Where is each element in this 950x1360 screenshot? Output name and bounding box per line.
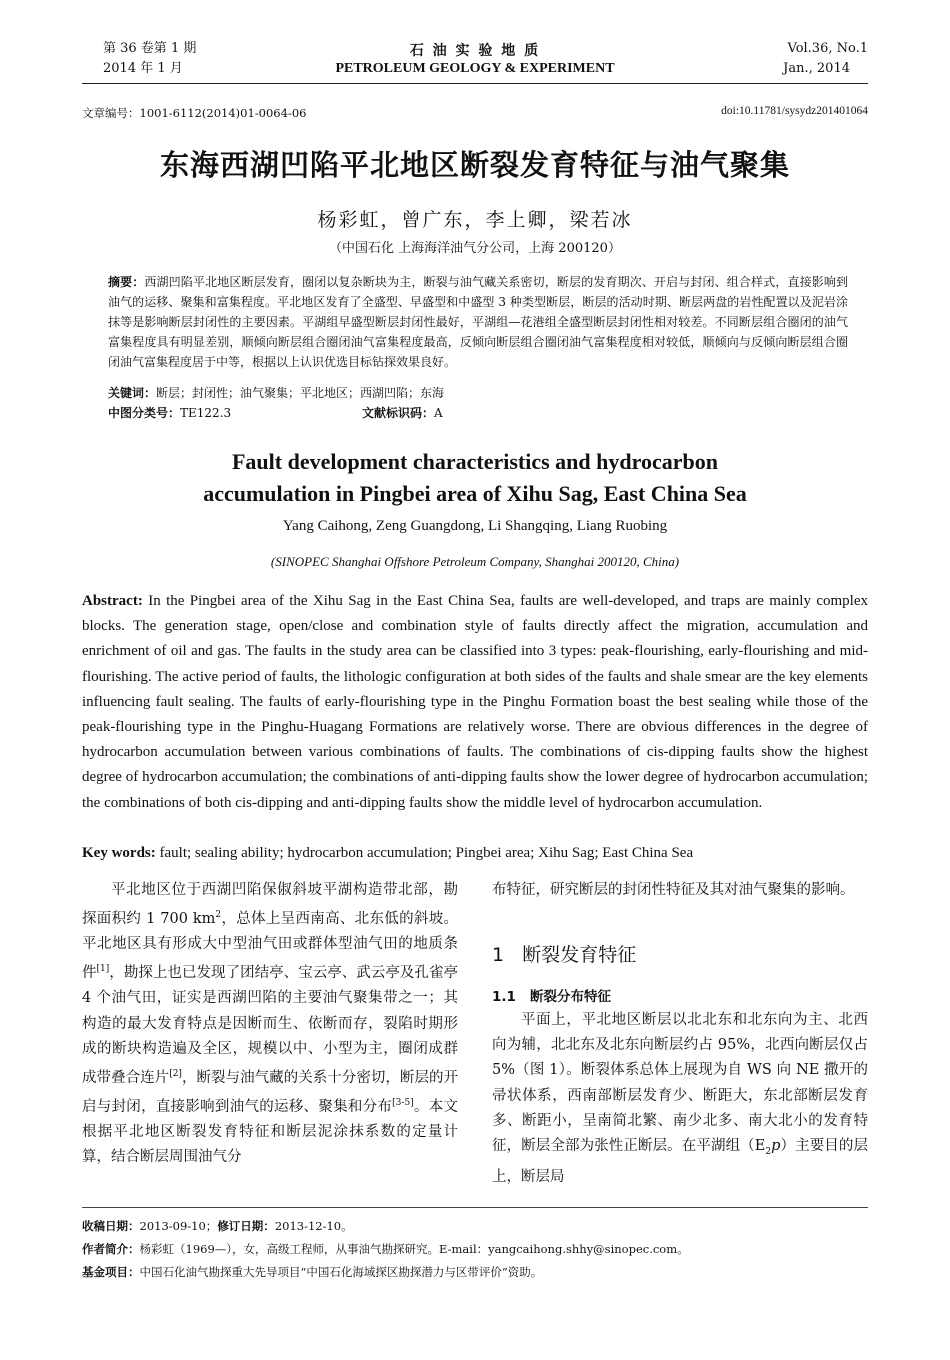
body-right-continuation: 布特征，研究断层的封闭性特征及其对油气聚集的影响。 xyxy=(492,882,855,898)
body-text: ，断裂与油气藏的关系十分密切，断层的开启与封闭，直接影响到油气的运移、聚集和分布 xyxy=(82,1069,459,1115)
body-right-paragraph xyxy=(492,1008,868,1190)
subsection-number: 1.1 xyxy=(492,989,516,1005)
doc-code-label: 文献标识码： xyxy=(362,406,435,420)
header-rule xyxy=(82,83,868,84)
footnote-text: 2013-09-10； xyxy=(139,1219,218,1233)
title-en-line2: accumulation in Pingbei area of Xihu Sag, East China Sea xyxy=(203,481,747,506)
title-en-line1: Fault development characteristics and hydrocarbon xyxy=(231,449,718,474)
body-text: ，总体上呈西南高、北东低的斜坡。平北地区具有形成大中型油气田或群体型油气田的地质条件 xyxy=(82,911,459,982)
doc-code-value: A xyxy=(434,406,443,420)
doi[interactable]: doi:10.11781/sysydz201401064 xyxy=(721,105,868,117)
abstract-cn xyxy=(108,272,848,372)
subscript: 2 xyxy=(765,1146,772,1157)
footnote-text: 2013-12-10。 xyxy=(274,1219,353,1233)
volume-en: Vol.36, No.1 xyxy=(787,41,868,56)
clc-value: TE122.3 xyxy=(180,406,232,420)
affiliation-cn: （中国石化 上海海洋油气分公司，上海 200120） xyxy=(329,241,621,256)
clc-label: 中图分类号： xyxy=(108,406,181,420)
volume-cn: 第 36 卷第 1 期 xyxy=(103,41,197,56)
affiliation-en: (SINOPEC Shanghai Offshore Petroleum Company, Shanghai 200120, China) xyxy=(270,554,680,569)
authors-en: Yang Caihong, Zeng Guangdong, Li Shangqing, Liang Ruobing xyxy=(282,518,668,534)
footnote-rule xyxy=(82,1207,868,1208)
authors-cn: 杨彩虹，曾广东，李上卿，梁若冰 xyxy=(317,209,633,231)
body-text: 。本文根据平北地区断裂发育特征和断层泥涂抹系数的定量计算，结合断层周围油气分 xyxy=(82,1098,458,1166)
footnote-text: 杨彩虹（1969—），女，高级工程师，从事油气勘探研究。E-mail：yangcaihong.shhy@sinopec.com。 xyxy=(139,1242,689,1256)
footnote-fund xyxy=(82,1262,868,1283)
footnote-author xyxy=(82,1239,868,1260)
date-cn: 2014 年 1 月 xyxy=(103,61,183,76)
abstract-en xyxy=(82,589,868,816)
footnote-label: 基金项目： xyxy=(82,1265,140,1279)
citation[interactable]: [1] xyxy=(96,964,110,975)
citation[interactable]: [3-5] xyxy=(392,1098,414,1109)
abstract-en-text: In the Pingbei area of the Xihu Sag in the East China Sea, faults are well-developed, and traps are mainly complex blocks. The generation stage, open/close and combination style of faults directly affect the migration, accumulation and enrichment of oil and gas. The faults in the study area can be classified into 3 types: peak-flourishing, early-flourishing and mid-flourishing. The active period of faults, the lithologic configuration at both sides of the faults and shale smear are the key elements influencing fault sealing. The faults of early-flourishing type in the Pinghu Formation boast the best sealing while those of the peak-flourishing type in the Pinghu-Huagang Formations are relatively worse. There are obvious differences in the degree of hydrocarbon accumulation between various combinations of faults. The combinations of cis-dipping faults show the highest degree of hydrocarbon accumulation; the combinations of anti-dipping faults show the lower degree of hydrocarbon accumulation; the combinations of both cis-dipping and anti-dipping faults show the middle level of hydrocarbon accumulation. xyxy=(82,593,868,811)
journal-title-en: PETROLEUM GEOLOGY & EXPERIMENT xyxy=(335,61,615,76)
variable: p xyxy=(771,1138,781,1155)
title-cn: 东海西湖凹陷平北地区断裂发育特征与油气聚集 xyxy=(159,148,790,182)
superscript: 2 xyxy=(215,910,222,921)
keywords-cn-label: 关键词： xyxy=(108,386,157,400)
body-text: 平面上，平北地区断层以北北东和北东向为主、北西向为辅，北北东及北东向断层约占 95%，北西向断层仅占 5%（图 1）。断裂体系总体上展现为自 WS 向 NE 撒开的帚状体系，西南部断层发育少、断距大，东北部断层发育多、断距小，呈南简北繁、南少北多、南大北小的发育特征，断层全部为张性正断层。在平湖组（E xyxy=(492,1012,868,1155)
section-number: 1 xyxy=(492,944,505,966)
footnote-dates xyxy=(82,1216,868,1237)
footnote-text: 中国石化油气勘探重大先导项目“中国石化海域探区勘探潜力与区带评价”资助。 xyxy=(139,1265,543,1279)
section-1-heading xyxy=(492,940,636,967)
doc-code xyxy=(362,403,443,423)
body-left-paragraph xyxy=(82,878,458,1171)
keywords-cn xyxy=(108,383,848,403)
citation[interactable]: [2] xyxy=(169,1069,182,1080)
footnote-label: 作者简介： xyxy=(82,1242,140,1256)
abstract-cn-label: 摘要： xyxy=(108,275,145,289)
body-text: ，勘探上也已发现了团结亭、宝云亭、武云亭及孔雀亭 4 个油气田，证实是西湖凹陷的主要油气聚集带之一；其构造的最大发育特点是因断而生、依断而存，裂陷时期形成的断块构造遍及全区，规模以中、小型为主，圈闭成群成带叠合连片 xyxy=(82,965,458,1086)
footnote-label: 收稿日期： xyxy=(82,1219,140,1233)
article-number: 文章编号：1001-6112(2014)01-0064-06 xyxy=(82,106,307,120)
section-1-1-heading xyxy=(492,985,611,1005)
subsection-title: 断裂分布特征 xyxy=(530,989,612,1005)
date-en: Jan., 2014 xyxy=(783,61,850,76)
clc xyxy=(108,403,231,423)
abstract-en-label: Abstract: xyxy=(82,593,143,609)
abstract-cn-text: 西湖凹陷平北地区断层发育，圈闭以复杂断块为主，断裂与油气藏关系密切，断层的发育期次、开启与封闭、组合样式，直接影响到油气的运移、聚集和富集程度。平北地区发育了全盛型、早盛型和中盛型 3 种类型断层，断层的活动时期、断层两盘的岩性配置以及泥岩涂抹等是影响断层封闭性的主要因素。平湖组早盛型断层封闭性最好，平湖组—花港组全盛型断层封闭性相对较差。不同断层组合圈闭的油气富集程度具有明显差别，顺倾向断层组合圈闭油气富集程度最高，反倾向断层组合圈闭油气富集程度相对较低，顺倾向与反倾向断层组合圈闭油气富集程度居于中等，根据以上认识优选目标钻探效果良好。 xyxy=(108,275,848,369)
keywords-cn-text: 断层；封闭性；油气聚集；平北地区；西湖凹陷；东海 xyxy=(156,386,445,400)
footnote-label: 修订日期： xyxy=(217,1219,275,1233)
keywords-en-label: Key words: xyxy=(82,845,156,861)
section-title: 断裂发育特征 xyxy=(522,944,637,966)
keywords-en-text: fault; sealing ability; hydrocarbon accumulation; Pingbei area; Xihu Sag; East China Sea xyxy=(159,845,694,861)
keywords-en xyxy=(82,841,868,866)
body-text: ）主要目的层上，断层局 xyxy=(492,1138,868,1186)
journal-title-cn: 石 油 实 验 地 质 xyxy=(409,43,541,59)
body-text: 平北地区位于西湖凹陷保俶斜坡平湖构造带北部，勘探面积约 1 700 km xyxy=(82,882,458,928)
